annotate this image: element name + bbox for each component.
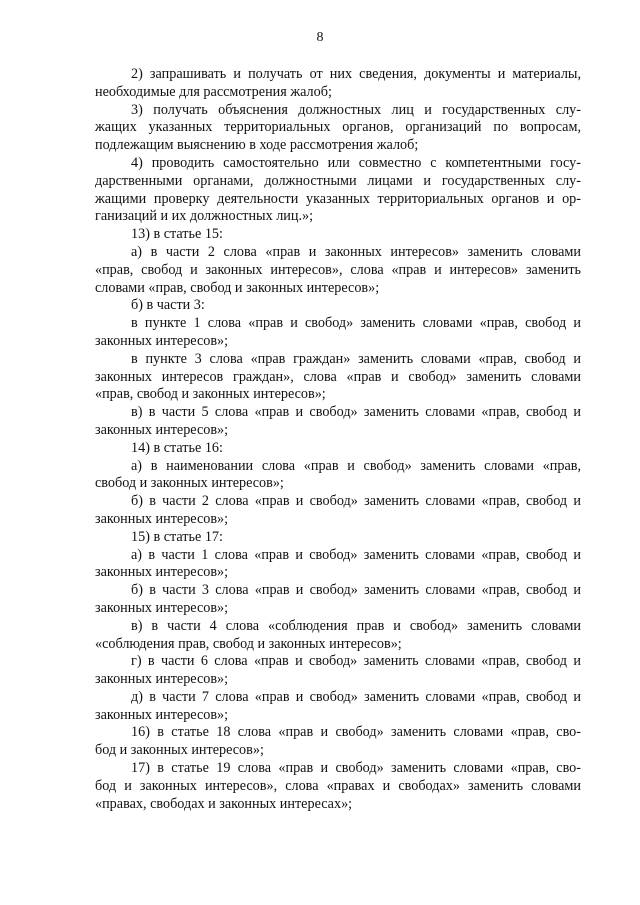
paragraph xyxy=(95,724,581,760)
text-line: «прав, свобод и законных интересов», слова «прав и интересов» заменить xyxy=(95,261,581,278)
paragraph xyxy=(95,315,581,351)
text-line: бод и законных интересов», слова «правах и свободах» заменить словами xyxy=(95,777,581,794)
paragraph xyxy=(95,653,581,689)
text-line: необходимые для рассмотрения жалоб; xyxy=(95,83,332,100)
text-line: 13) в статье 15: xyxy=(131,226,223,243)
text-line: в пункте 1 слова «прав и свобод» заменить словами «прав, свобод и xyxy=(131,315,581,332)
paragraph xyxy=(95,529,581,547)
text-line: законных интересов»; xyxy=(95,706,229,723)
text-line: законных интересов»; xyxy=(95,332,229,349)
text-line: свобод и законных интересов»; xyxy=(95,475,284,492)
paragraph xyxy=(95,458,581,494)
paragraph xyxy=(95,582,581,618)
paragraph xyxy=(95,244,581,297)
text-line: в) в части 4 слова «соблюдения прав и свобод» заменить словами xyxy=(131,617,581,634)
text-line: «соблюдения прав, свобод и законных интересов»; xyxy=(95,635,402,652)
paragraph xyxy=(95,760,581,813)
text-line: жащими проверку деятельности указанных территориальных органов и ор- xyxy=(95,190,581,207)
text-line: а) в части 1 слова «прав и свобод» заменить словами «прав, свобод и xyxy=(131,546,581,563)
text-line: в) в части 5 слова «прав и свобод» заменить словами «прав, свобод и xyxy=(131,404,581,421)
document-body xyxy=(95,66,581,813)
text-line: «правах, свободах и законных интересах»; xyxy=(95,795,353,812)
text-line: б) в части 3: xyxy=(131,297,205,314)
text-line: законных интересов»; xyxy=(95,671,229,688)
paragraph xyxy=(95,404,581,440)
text-line: а) в наименовании слова «прав и свобод» заменить словами «прав, xyxy=(131,457,581,474)
text-line: д) в части 7 слова «прав и свобод» заменить словами «прав, свобод и xyxy=(131,688,581,705)
paragraph xyxy=(95,66,581,102)
text-line: законных интересов»; xyxy=(95,599,229,616)
paragraph xyxy=(95,351,581,404)
text-line: 2) запрашивать и получать от них сведения, документы и материалы, xyxy=(131,66,581,82)
paragraph xyxy=(95,689,581,725)
paragraph xyxy=(95,618,581,654)
text-line: б) в части 3 слова «прав и свобод» заменить словами «прав, свобод и xyxy=(131,582,581,599)
text-line: 17) в статье 19 слова «прав и свобод» заменить словами «прав, сво- xyxy=(131,760,581,777)
text-line: законных интересов»; xyxy=(95,421,229,438)
paragraph xyxy=(95,226,581,244)
text-line: законных интересов граждан», слова «прав и свобод» заменить словами xyxy=(95,368,581,385)
text-line: 15) в статье 17: xyxy=(131,528,223,545)
paragraph xyxy=(95,102,581,155)
text-line: жащих указанных территориальных органов, организаций по вопросам, xyxy=(95,119,581,136)
text-line: 16) в статье 18 слова «прав и свобод» заменить словами «прав, сво- xyxy=(131,724,581,741)
text-line: законных интересов»; xyxy=(95,510,229,527)
paragraph xyxy=(95,547,581,583)
text-line: 3) получать объяснения должностных лиц и государственных слу- xyxy=(131,101,581,118)
text-line: ганизаций и их должностных лиц.»; xyxy=(95,208,314,225)
paragraph xyxy=(95,297,581,315)
text-line: бод и законных интересов»; xyxy=(95,742,264,759)
text-line: «прав, свобод и законных интересов»; xyxy=(95,386,326,403)
text-line: а) в части 2 слова «прав и законных интересов» заменить словами xyxy=(131,243,581,260)
text-line: законных интересов»; xyxy=(95,564,229,581)
text-line: словами «прав, свобод и законных интересов»; xyxy=(95,279,380,296)
text-line: в пункте 3 слова «прав граждан» заменить словами «прав, свобод и xyxy=(131,350,581,367)
text-line: б) в части 2 слова «прав и свобод» заменить словами «прав, свобод и xyxy=(131,493,581,510)
paragraph xyxy=(95,493,581,529)
text-line: 14) в статье 16: xyxy=(131,439,223,456)
paragraph xyxy=(95,155,581,226)
paragraph xyxy=(95,440,581,458)
page-number: 8 xyxy=(316,30,324,45)
text-line: 4) проводить самостоятельно или совместно с компетентными госу- xyxy=(131,154,581,171)
text-line: г) в части 6 слова «прав и свобод» заменить словами «прав, свобод и xyxy=(131,653,581,670)
text-line: подлежащим выяснению в ходе рассмотрения жалоб; xyxy=(95,137,419,154)
text-line: дарственными органами, должностными лицами и государственных слу- xyxy=(95,172,581,189)
